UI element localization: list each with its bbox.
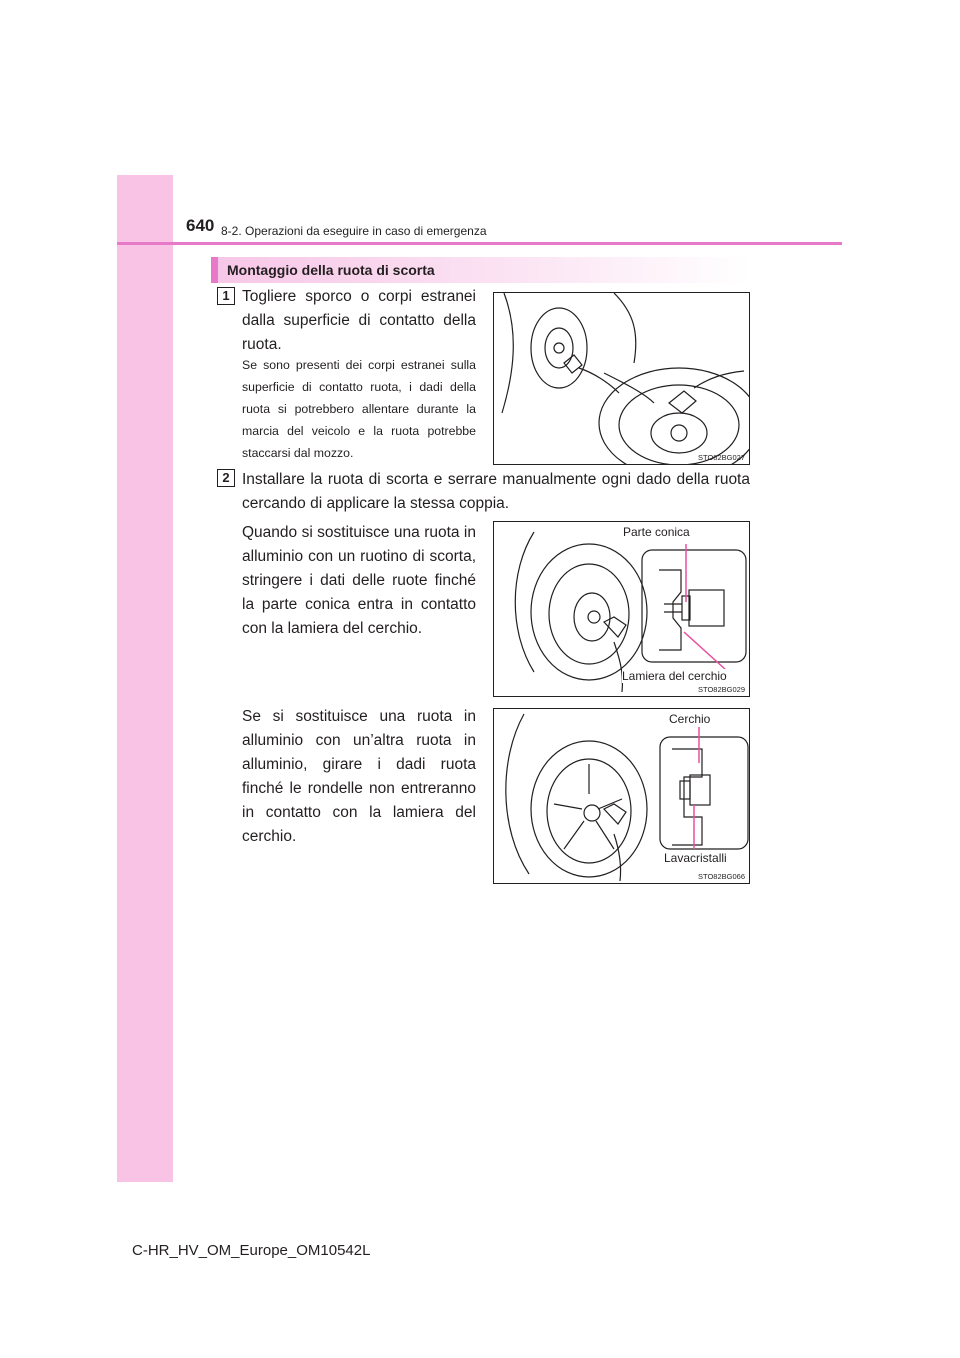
step-2-text: Installare la ruota di scorta e serrare manualmente ogni dado della ruota cercando di applicare la stessa coppia. bbox=[242, 471, 750, 512]
header-rule bbox=[117, 242, 842, 245]
step-1-note: Se sono presenti dei corpi estranei sulla superficie di contatto ruota, i dadi della ruota si potrebbero allentare durante la marcia del veicolo e la ruota potrebbe staccarsi dal mozzo. bbox=[242, 358, 476, 460]
step-1-number: 1 bbox=[217, 287, 235, 305]
section-title: 8-2. Operazioni da eseguire in caso di emergenza bbox=[221, 224, 487, 238]
figure-tapered-nut bbox=[493, 521, 750, 697]
heading-bar bbox=[211, 257, 750, 283]
case-2-text: Se si sostituisce una ruota in alluminio con un’altra ruota in alluminio, girare i dadi ruota finché le rondelle non entreranno in contatto con la lamiera del cerchio. bbox=[242, 708, 476, 845]
case-1-text: Quando si sostituisce una ruota in alluminio con un ruotino di scorta, stringere i dati delle ruote finché la parte conica entra in contatto con la lamiera del cerchio. bbox=[242, 524, 476, 637]
label-lamiera-cerchio: Lamiera del cerchio bbox=[622, 669, 727, 683]
figure-code: STO82BG027 bbox=[698, 453, 745, 462]
label-lavacristalli: Lavacristalli bbox=[664, 851, 727, 865]
heading-tab bbox=[211, 257, 218, 283]
label-cerchio: Cerchio bbox=[669, 712, 711, 726]
figure-code: STO82BG066 bbox=[698, 872, 745, 881]
figure-alloy-nut bbox=[493, 708, 750, 884]
label-parte-conica: Parte conica bbox=[623, 525, 690, 539]
illustration-clean-wheel bbox=[494, 293, 750, 465]
heading-title: Montaggio della ruota di scorta bbox=[227, 262, 435, 278]
chapter-sidebar bbox=[117, 175, 173, 1182]
figure-clean-wheel bbox=[493, 292, 750, 465]
step-1-text: Togliere sporco o corpi estranei dalla superficie di contatto della ruota. bbox=[242, 288, 476, 353]
figure-code: STO82BG029 bbox=[698, 685, 745, 694]
footer-doc-id: C-HR_HV_OM_Europe_OM10542L bbox=[132, 1242, 371, 1259]
page-number: 640 bbox=[186, 216, 215, 235]
step-2-number: 2 bbox=[217, 469, 235, 487]
